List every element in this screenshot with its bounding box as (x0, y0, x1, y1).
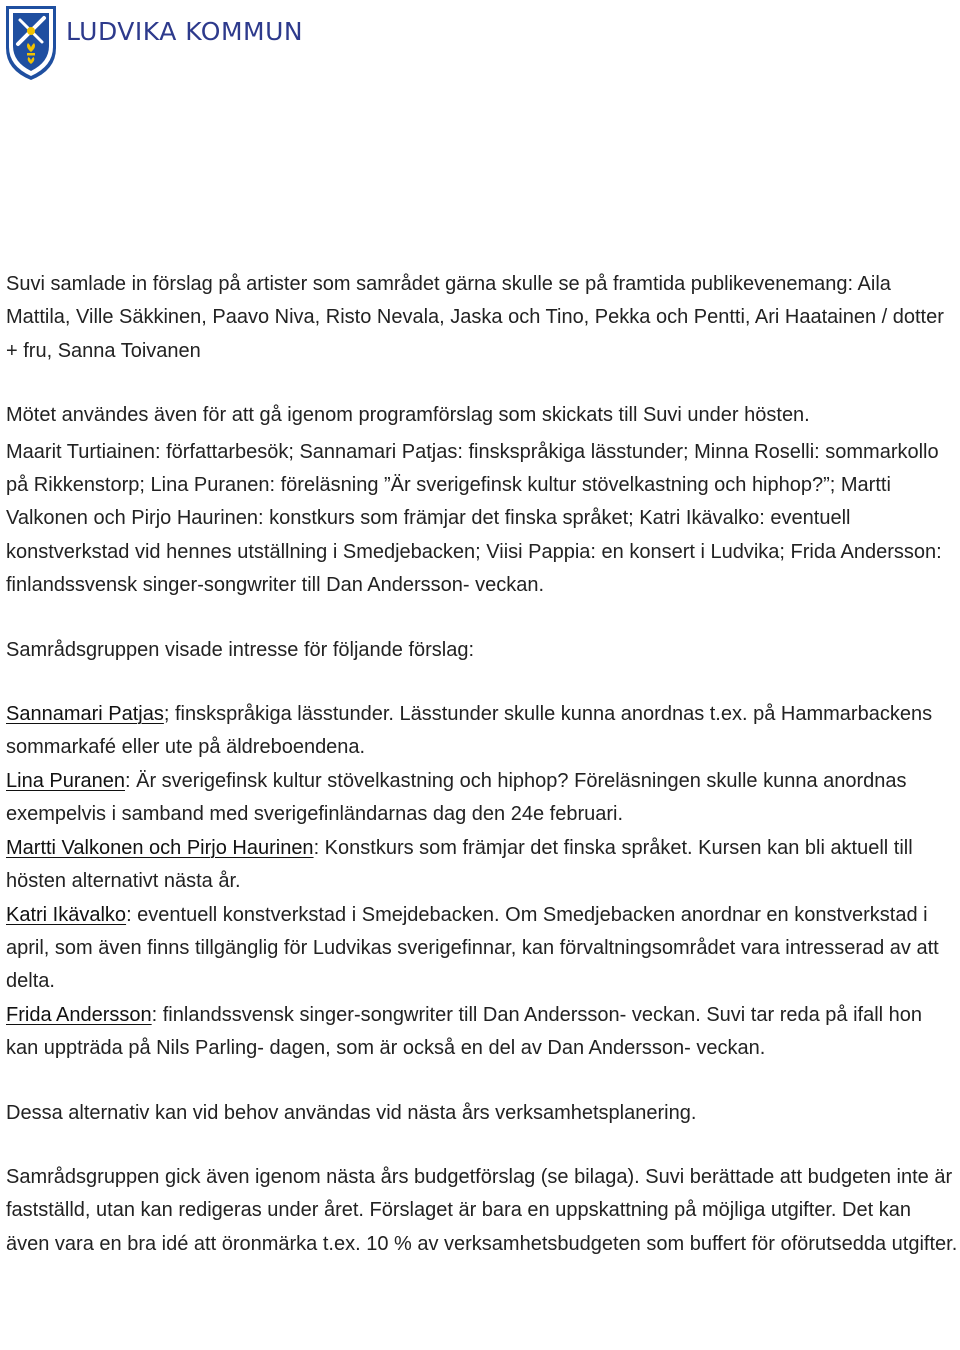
proposal-text: ; finskspråkiga lässtunder. Lässtunder skulle kunna anordnas t.ex. på Hammarbackens sommarkafé eller ute på äldreboendena. (6, 703, 933, 759)
organization-name: LUDVIKA KOMMUN (66, 17, 304, 46)
document-body (6, 268, 958, 1261)
proposal-name: Martti Valkonen och Pirjo Haurinen (6, 836, 314, 859)
proposal-item (6, 999, 958, 1066)
proposal-item (6, 832, 958, 899)
proposal-text: : Konstkurs som främjar det finska språket. Kursen kan bli aktuell till hösten alternativt nästa år. (6, 836, 913, 893)
proposal-item (6, 698, 958, 765)
document-header (4, 4, 303, 84)
proposal-item (6, 899, 958, 999)
proposal-name: Lina Puranen (6, 769, 125, 792)
proposal-text: : finlandssvensk singer-songwriter till Dan Andersson- veckan. Suvi tar reda på ifall hon kan uppträda på Nils Parling- dagen, som är också en del av Dan Andersson- veckan. (6, 1003, 923, 1060)
proposal-name: Frida Andersson (6, 1003, 152, 1026)
proposal-text: : eventuell konstverkstad i Smejdebacken. Om Smedjebacken anordnar en konstverkstad i april, som även finns tillgänglig för Ludvikas sverigefinnar, kan förvaltningsområdet vara intresserad av att delta. (6, 903, 939, 993)
proposal-name: Katri Ikävalko (6, 903, 127, 926)
paragraph-planning-note: Dessa alternativ kan vid behov användas vid nästa års verksamhetsplanering. (6, 1101, 697, 1124)
paragraph-interest-intro: Samrådsgruppen visade intresse för följande förslag: (6, 638, 475, 661)
paragraph-meeting-purpose: Mötet användes även för att gå igenom programförslag som skickats till Suvi under hösten. (6, 404, 810, 427)
proposal-text: : Är sverigefinsk kultur stövelkastning och hiphop? Föreläsningen skulle kunna anordnas exempelvis i samband med sverigefinländarnas dag den 24e februari. (6, 769, 907, 826)
proposal-item (6, 765, 958, 832)
paragraph-artist-suggestions: Suvi samlade in förslag på artister som samrådet gärna skulle se på framtida publikevenemang: Aila Mattila, Ville Säkkinen, Paavo Niva, Risto Nevala, Jaska och Tino, Pekka och Pentti, Ari Haatainen / dotter + fru, Sanna Toivanen (6, 273, 944, 362)
municipal-crest-logo (4, 4, 58, 82)
paragraph-budget: Samrådsgruppen gick även igenom nästa års budgetförslag (se bilaga). Suvi berättade att budgeten inte är fastställd, utan kan redigeras under året. Förslaget är bara en uppskattning på möjliga utgifter. Det kan även vara en bra idé att öronmärka t.ex. 10 % av verksamhetsbudgeten som buffert för oförutsedda utgifter. (6, 1165, 958, 1255)
paragraph-program-proposals: Maarit Turtiainen: författarbesök; Sannamari Patjas: finskspråkiga lässtunder; Minna Roselli: sommarkollo på Rikkenstorp; Lina Puranen: föreläsning ”Är sverigefinsk kultur stövelkastning och hiphop?”; Martti Valkonen och Pirjo Haurinen: konstkurs som främjar det finska språket; Katri Ikävalko: eventuell konstverkstad vid hennes utställning i Smedjebacken; Viisi Pappia: en konsert i Ludvika; Frida Andersson: finlandssvensk singer-songwriter till Dan Andersson- veckan. (6, 440, 942, 597)
proposal-name: Sannamari Patjas (6, 703, 164, 726)
